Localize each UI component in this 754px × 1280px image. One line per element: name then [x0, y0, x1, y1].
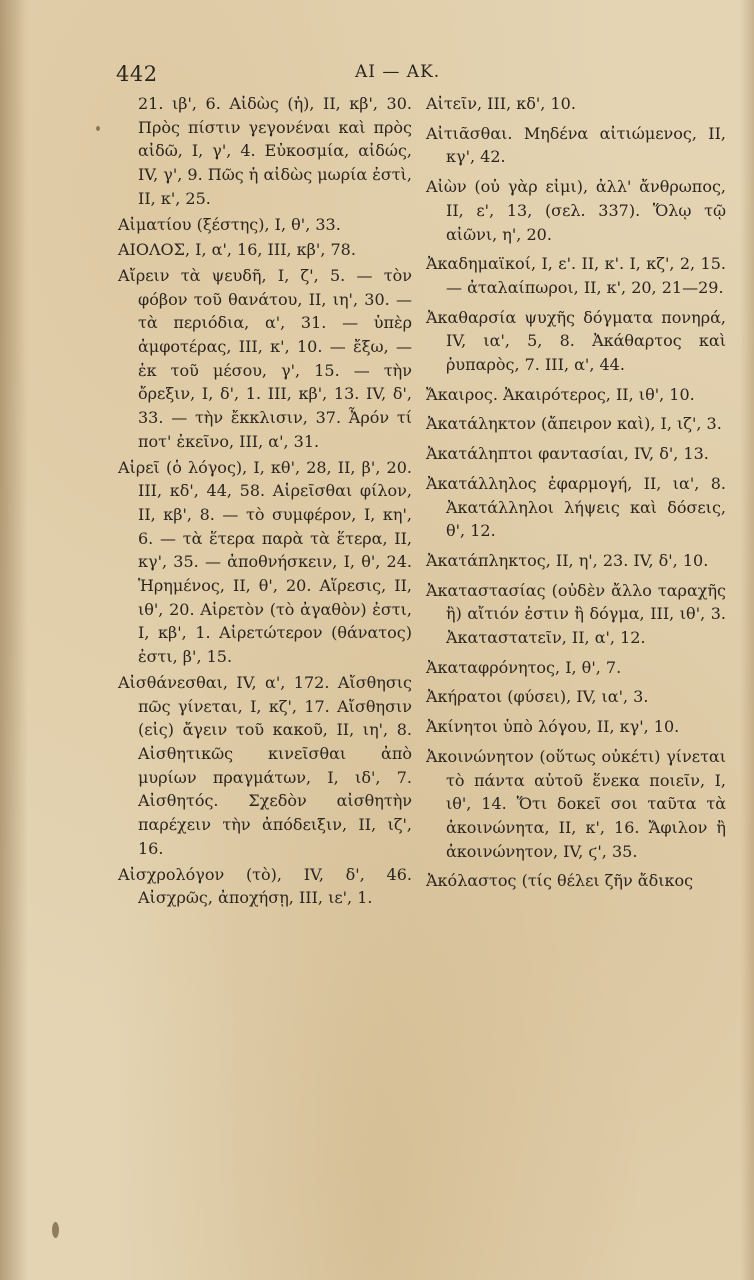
index-entry: 21. ιβ', 6. Αἰδὼς (ἡ), ΙΙ, κβ', 30. Πρὸς πίστιν γεγονέναι καὶ πρὸς αἰδῶ, Ι, γ', 4. Εὐκοσμία, αἰδώς, ΙV, γ', 9. Πῶς ἡ αἰδὼς μωρία ἐστὶ, ΙΙ, κ', 25. [138, 94, 412, 208]
index-entry: Αἴρειν τὰ ψευδῆ, Ι, ζ', 5. — τὸν φόβον τοῦ θανάτου, ΙΙ, ιη', 30. — τὰ περιόδια, α', 31. — ὑπὲρ ἀμφοτέρας, ΙΙΙ, κ', 10. — ἔξω, — ἐκ τοῦ μέσου, γ', 15. — τὴν ὄρεξιν, Ι, δ', 1. ΙΙΙ, κβ', 13. ΙV, δ', 33. — τὴν ἔκκλισιν, 37. Ἆρόν τί ποτ' ἐκεῖνο, ΙΙΙ, α', 31. [118, 265, 412, 451]
index-entry: Ἀκοινώνητον (οὕτως οὐκέτι) γίνεται τὸ πάντα αὑτοῦ ἕνεκα ποιεῖν, Ι, ιθ', 14. Ὅτι δοκεῖ σοι ταῦτα τὰ ἀκοινώνητα, ΙΙ, κ', 16. Ἄφιλον ἢ ἀκοινώνητον, ΙV, ϛ', 35. [426, 746, 726, 861]
index-entry: Ἀκήρατοι (φύσει), ΙV, ια', 3. [426, 687, 649, 707]
index-entry: Αἰὼν (οὐ γὰρ εἰμι), ἀλλ' ἄνθρωπος, ΙΙ, ε', 13, (σελ. 337). Ὅλῳ τῷ αἰῶνι, η', 20. [426, 177, 726, 244]
index-entry: Ἀκίνητοι ὑπὸ λόγου, ΙΙ, κγ', 10. [426, 717, 680, 737]
page-edge-shadow [740, 0, 754, 1280]
binding-shadow [0, 0, 28, 1280]
index-entry: ΑΙΟΛΟΣ, Ι, α', 16, ΙΙΙ, κβ', 78. [118, 240, 356, 260]
index-entry: Ἀκατάληπτοι φαντασίαι, ΙV, δ', 13. [426, 444, 709, 464]
index-entry: Ἄκαιρος. Ἀκαιρότερος, ΙΙ, ιθ', 10. [426, 384, 695, 404]
index-entry: Αἰσθάνεσθαι, ΙV, α', 172. Αἴσθησις πῶς γίνεται, Ι, κζ', 17. Αἴσθησιν (εἰς) ἄγειν τοῦ κακοῦ, ΙΙ, ιη', 8. Αἰσθητικῶς κινεῖσθαι ἀπὸ μυρίων πραγμάτων, Ι, ιδ', 7. Αἰσθητός. Σχεδὸν αἰσθητὴν παρέχειν τὴν ἀπόδειξιν, ΙΙ, ιζ', 16. [118, 672, 412, 858]
index-entry: Ἀκόλαστος (τίς θέλει ζῆν ἄδικος [426, 871, 694, 891]
index-entry: Ἀκαδημαϊκοί, Ι, ε'. ΙΙ, κ'. Ι, κζ', 2, 15. — ἀταλαίπωροι, ΙΙ, κ', 20, 21—29. [426, 254, 726, 297]
index-entry: Αἱρεῖ (ὁ λόγος), Ι, κθ', 28, ΙΙ, β', 20. ΙΙΙ, κδ', 44, 58. Αἱρεῖσθαι φίλον, ΙΙ, κβ', 8. — τὸ συμφέρον, Ι, κη', 6. — τὰ ἕτερα παρὰ τὰ ἕτερα, ΙΙ, κγ', 35. — ἀποθνήσκειν, Ι, θ', 24. Ἡρημένος, ΙΙ, θ', 20. Αἵρεσις, ΙΙ, ιθ', 20. Αἱρετὸν (τὸ ἀγαθὸν) ἐστι, Ι, κβ', 1. Αἱρετώτερον (θάνατος) ἐστι, β', 15. [118, 457, 412, 667]
ink-stain [52, 1222, 59, 1238]
running-head: ΑΙ — ΑΚ. [355, 62, 441, 82]
page-number: 442 [116, 62, 158, 86]
index-entry: Ἀκατάπληκτος, ΙΙ, η', 23. ΙV, δ', 10. [426, 550, 709, 570]
index-entry: Αἰσχρολόγον (τὸ), ΙV, δ', 46. Αἰσχρῶς, ἀποχήσῃ, ΙΙΙ, ιε', 1. [118, 864, 412, 908]
index-entry: Αἰτεῖν, ΙΙΙ, κδ', 10. [426, 94, 576, 113]
index-entry: Αἰματίου (ξέστης), Ι, θ', 33. [118, 214, 341, 234]
index-entry: Ἀκαθαρσία ψυχῆς δόγματα πονηρά, ΙV, ια', 5, 8. Ἀκάθαρτος καὶ ῥυπαρὸς, 7. ΙΙΙ, α', 44. [426, 307, 726, 375]
index-entry: Αἰτιᾶσθαι. Μηδένα αἰτιώμενος, ΙΙ, κγ', 42. [426, 123, 726, 167]
index-entry: Ἀκαταστασίας (οὐδὲν ἄλλο ταραχῆς ἢ) αἴτιόν ἐστιν ἢ δόγμα, ΙΙΙ, ιθ', 3. Ἀκαταστατεῖν, ΙΙ, α', 12. [426, 580, 726, 648]
index-entry: Ἀκατάλληλος ἐφαρμογή, ΙΙ, ια', 8. Ἀκατάλληλοι λήψεις καὶ δόσεις, θ', 12. [426, 473, 726, 541]
index-column-left [118, 92, 412, 912]
index-entry: Ἀκατάληκτον (ἄπειρον καὶ), Ι, ιζ', 3. [426, 414, 722, 434]
ink-speck [96, 126, 100, 131]
index-entry: Ἀκαταφρόνητος, Ι, θ', 7. [426, 657, 622, 677]
index-column-right [426, 92, 726, 899]
